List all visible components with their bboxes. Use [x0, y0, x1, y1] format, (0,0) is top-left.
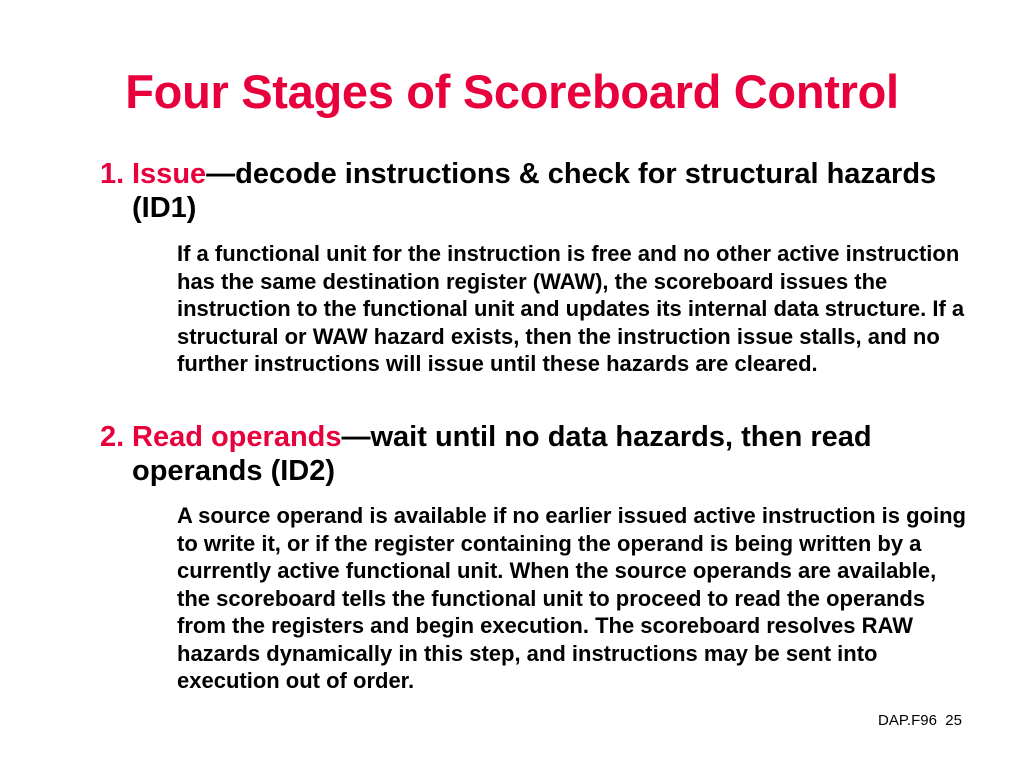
step-keyword: Read operands: [132, 421, 342, 453]
step-heading: [132, 420, 960, 488]
footer-label: DAP.F96: [878, 712, 937, 729]
slide-footer: [878, 712, 962, 730]
step-number-accent: 1.: [100, 158, 125, 190]
step-heading-rest: —wait until no data hazards, then read operands (ID2): [132, 421, 872, 487]
step-heading: [132, 157, 960, 225]
step-issue: [100, 157, 960, 225]
step-number-accent: 2.: [100, 421, 125, 453]
slide-title: Four Stages of Scoreboard Control: [125, 65, 899, 118]
step-keyword: Issue: [132, 158, 207, 190]
step-read-operands: [100, 420, 960, 488]
step-heading-rest: —decode instructions & check for structural hazards (ID1): [132, 158, 937, 224]
step-issue-description: If a functional unit for the instruction is free and no other active instruction has the same destination register (WAW), the scoreboard issues the instruction to the functional unit and updates its internal data structure. If a structural or WAW hazard exists, then the instruction issue stalls, and no further instructions will issue until these hazards are cleared.: [177, 241, 965, 376]
step-read-operands-description: A source operand is available if no earlier issued active instruction is going to write it, or if the register containing the operand is being written by a currently active functional unit. When the source operands are available, the scoreboard tells the functional unit to proceed to read the operands from the registers and begin execution. The scoreboard resolves RAW hazards dynamically in this step, and instructions may be sent into execution out of order.: [177, 503, 966, 693]
page-number: 25: [945, 712, 962, 729]
